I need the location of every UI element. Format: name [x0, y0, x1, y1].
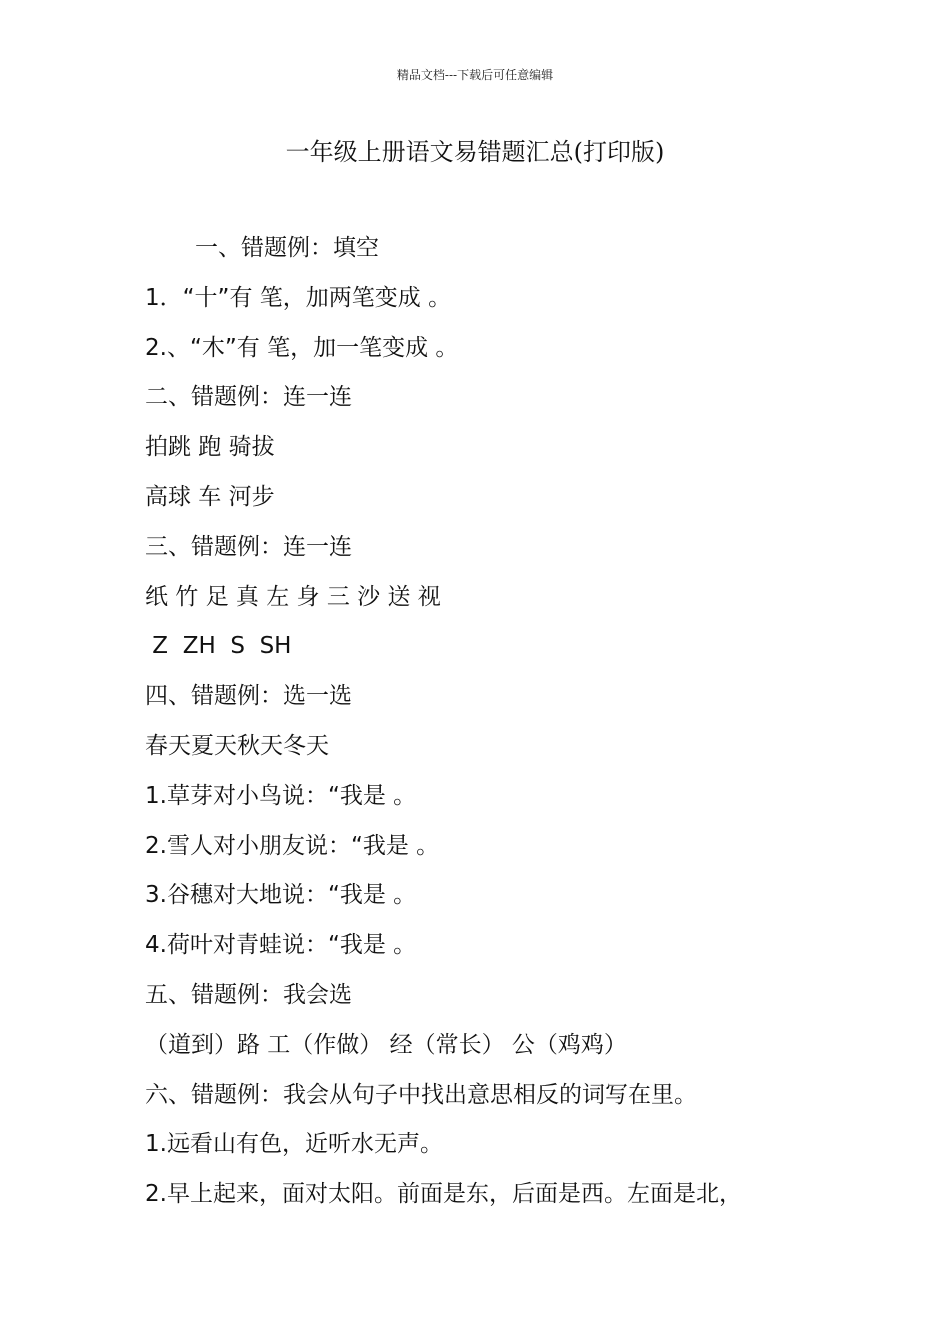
question-line: 2.、“木”有 笔，加一笔变成 。: [145, 334, 459, 361]
section-heading-3: 三、错题例：连一连: [145, 533, 352, 560]
document-title: 一年级上册语文易错题汇总(打印版): [285, 138, 665, 166]
choice-row: （道到）路 工（作做） 经（常长） 公（鸡鸡）: [145, 1031, 627, 1058]
sentence-line: 2.早上起来，面对太阳。前面是东，后面是西。左面是北，: [145, 1181, 742, 1208]
question-line: 1.草芽对小鸟说：“我是 。: [145, 782, 417, 809]
section-heading-2: 二、错题例：连一连: [145, 384, 352, 411]
page-header: 精品文档---下载后可任意编辑: [396, 68, 554, 82]
document-body: [145, 230, 845, 1226]
season-options: 春天夏天秋天冬天: [145, 732, 329, 759]
section-heading-4: 四、错题例：选一选: [145, 683, 352, 710]
question-line: 4.荷叶对青蛙说：“我是 。: [145, 932, 417, 959]
question-line: 1．“十”有 笔，加两笔变成 。: [145, 284, 452, 311]
question-line: 2.雪人对小朋友说：“我是 。: [145, 832, 440, 859]
section-heading-6: 六、错题例：我会从句子中找出意思相反的词写在里。: [145, 1081, 697, 1108]
pinyin-row: Z ZH S SH: [145, 633, 292, 660]
question-line: 3.谷穗对大地说：“我是 。: [145, 882, 417, 909]
word-row: 拍跳 跑 骑拔: [145, 434, 275, 461]
section-heading-5: 五、错题例：我会选: [145, 981, 352, 1008]
sentence-line: 1.远看山有色，近听水无声。: [145, 1131, 443, 1158]
character-row: 纸 竹 足 真 左 身 三 沙 送 视: [145, 583, 441, 610]
word-row: 高球 车 河步: [145, 483, 275, 510]
section-heading-1: 一、错题例：填空: [195, 235, 379, 261]
